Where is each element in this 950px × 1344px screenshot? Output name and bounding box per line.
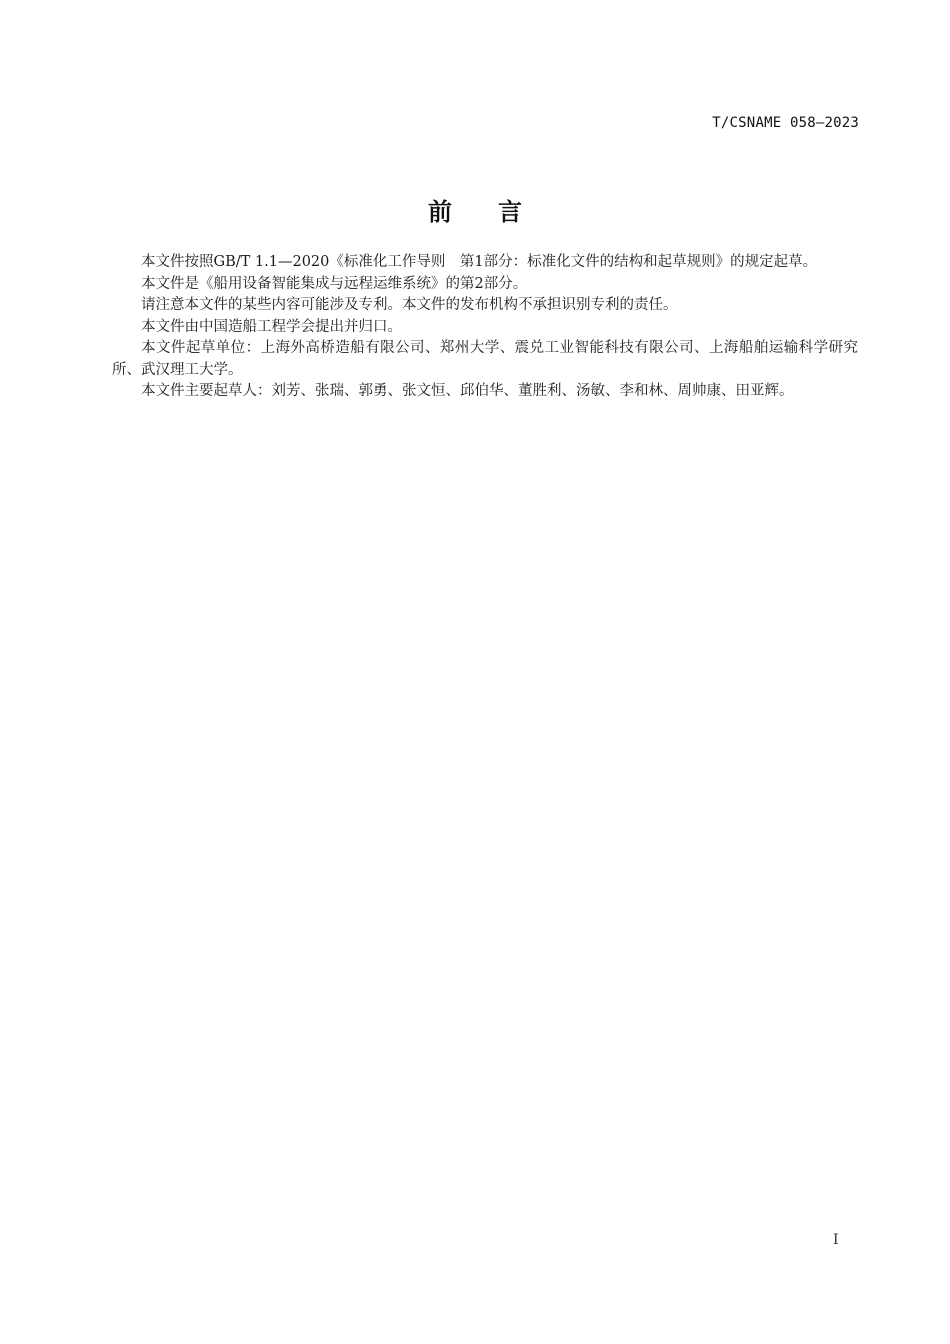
paragraph-drafters: 本文件主要起草人：刘芳、张瑞、郭勇、张文恒、邱伯华、董胜利、汤敏、李和林、周帅康、田亚辉。	[141, 383, 794, 399]
paragraph-proposer: 本文件由中国造船工程学会提出并归口。	[141, 318, 402, 335]
paragraph-patent-notice: 请注意本文件的某些内容可能涉及专利。本文件的发布机构不承担识别专利的责任。	[141, 297, 678, 313]
page-title: 前言	[428, 198, 568, 226]
paragraph-part-info: 本文件是《船用设备智能集成与远程运维系统》的第2部分。	[141, 275, 528, 292]
paragraph-drafting-rules: 本文件按照GB/T 1.1—2020《标准化工作导则 第1部分：标准化文件的结构和起草规则》的规定起草。	[141, 254, 818, 270]
paragraph-drafting-units: 本文件起草单位：上海外高桥造船有限公司、郑州大学、震兑工业智能科技有限公司、上海船舶运输科学研究所、武汉理工大学。	[112, 340, 858, 378]
foreword-body	[112, 252, 858, 403]
document-code: T/CSNAME 058—2023	[712, 115, 859, 131]
page-number: I	[833, 1232, 839, 1248]
